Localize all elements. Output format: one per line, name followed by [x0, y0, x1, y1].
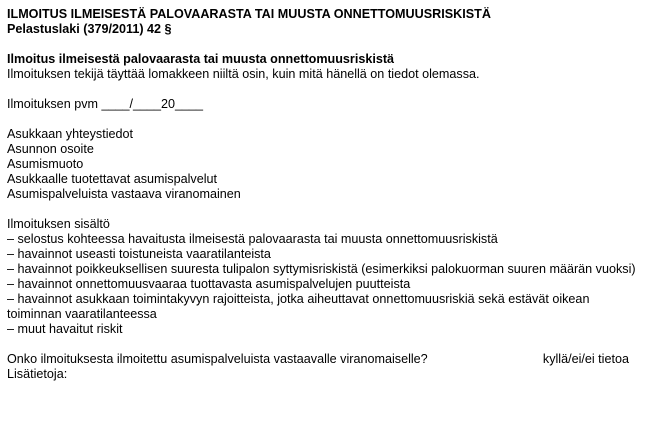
resident-contact-item: Asukkaan yhteystiedot: [7, 127, 134, 141]
intro-instruction: Ilmoituksen tekijä täyttää lomakkeen niiltä osin, kuin mitä hänellä on tiedot olemassa.: [7, 67, 480, 81]
housing-services-item: Asukkaalle tuotettavat asumispalvelut: [7, 172, 218, 186]
housing-type-item: Asumismuoto: [7, 157, 84, 171]
content-heading: Ilmoituksen sisältö: [7, 217, 110, 231]
spacer: [7, 202, 647, 217]
content-item: – havainnot asukkaan toimintakyvyn rajoitteista, jotka aiheuttavat onnettomuusriskiä sekä estävät oikean toiminnan vaaratilanteessa: [7, 292, 590, 321]
form-title: ILMOITUS ILMEISESTÄ PALOVAARASTA TAI MUUSTA ONNETTOMUUSRISKISTÄ: [7, 7, 491, 21]
content-item: – havainnot useasti toistuneista vaaratilanteista: [7, 247, 271, 261]
content-item: – selostus kohteessa havaitusta ilmeisestä palovaarasta tai muusta onnettomuusriskistä: [7, 232, 498, 246]
content-section: [7, 217, 647, 337]
date-line: Ilmoituksen pvm ____/____20____: [7, 97, 204, 111]
spacer: [7, 82, 647, 97]
additional-info-label: Lisätietoja:: [7, 367, 68, 381]
question-options: kyllä/ei/ei tietoa: [542, 352, 629, 366]
content-item: – havainnot onnettomuusvaaraa tuottavasta asumispalvelujen puutteista: [7, 277, 411, 291]
resident-info-list: [7, 127, 647, 202]
law-reference: Pelastuslaki (379/2011) 42 §: [7, 22, 172, 36]
intro-heading: Ilmoitus ilmeisestä palovaarasta tai muusta onnettomuusriskistä: [7, 52, 395, 66]
spacer: [7, 37, 647, 52]
responsible-authority-item: Asumispalveluista vastaava viranomainen: [7, 187, 241, 201]
resident-address-item: Asunnon osoite: [7, 142, 94, 156]
content-item: – muut havaitut riskit: [7, 322, 123, 336]
notification-form: [7, 7, 647, 382]
authority-notified-question: [7, 352, 629, 367]
question-text: Onko ilmoituksesta ilmoitettu asumispalveluista vastaavalle viranomaiselle?: [7, 352, 428, 366]
spacer: [7, 337, 647, 352]
content-item: – havainnot poikkeuksellisen suuresta tulipalon syttymisriskistä (esimerkiksi palokuorman suuren määrän vuoksi): [7, 262, 636, 276]
spacer: [7, 112, 647, 127]
